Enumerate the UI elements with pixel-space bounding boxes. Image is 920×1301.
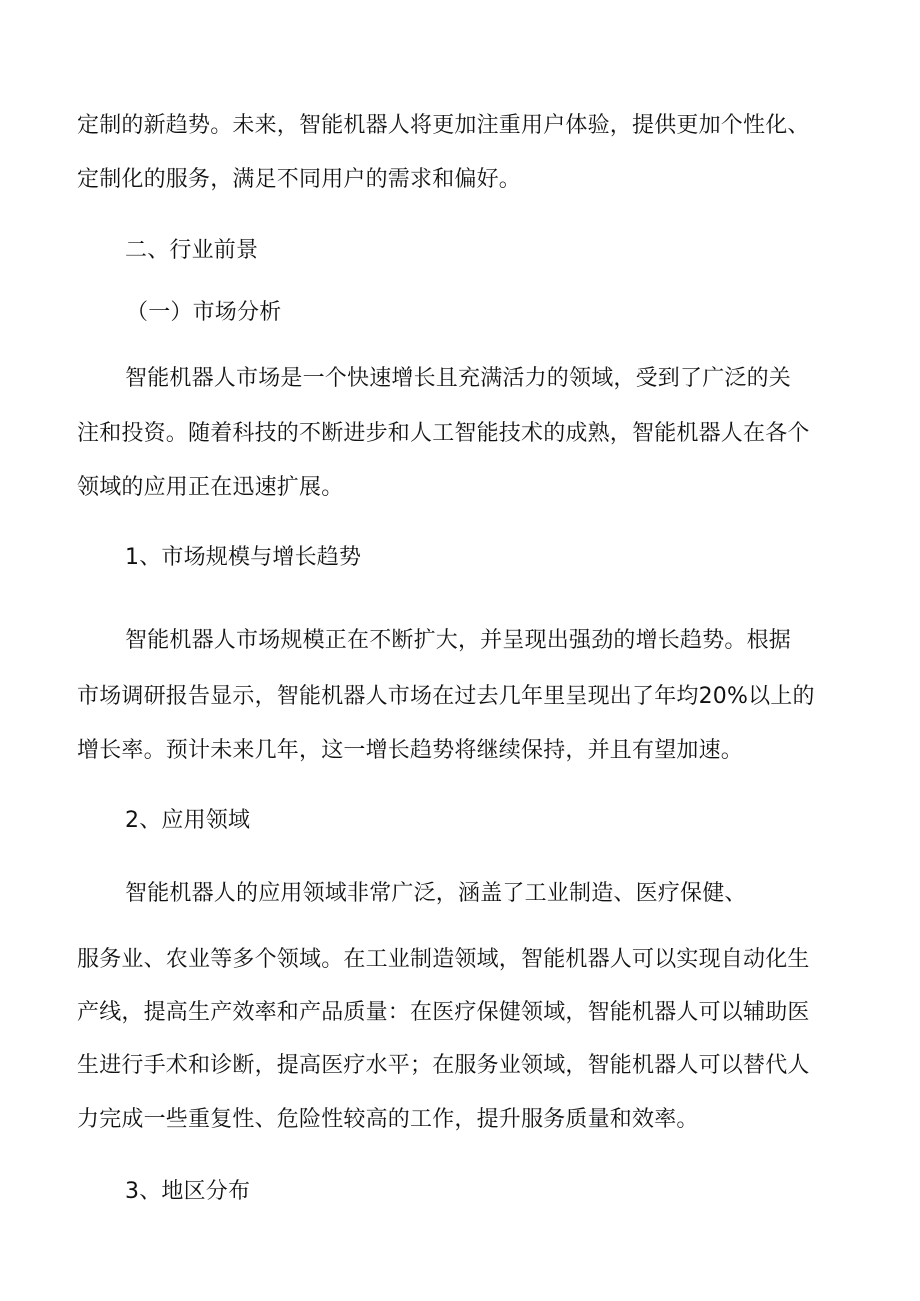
item3-heading: 3、地区分布 (125, 1179, 251, 1204)
intro-paragraph-line-1: 定制的新趋势。未来，智能机器人将更加注重用户体验，提供更加个性化、 (77, 113, 810, 138)
item2-paragraph-line-1: 智能机器人的应用领域非常广泛，涵盖了工业制造、医疗保健、 (125, 881, 747, 906)
item1-paragraph-line-1: 智能机器人市场规模正在不断扩大，并呈现出强劲的增长趋势。根据 (125, 628, 792, 653)
item2-heading: 2、应用领域 (125, 808, 251, 833)
item1-paragraph-line-3: 增长率。预计未来几年，这一增长趋势将继续保持，并且有望加速。 (77, 738, 744, 763)
section-heading: 二、行业前景 (125, 238, 259, 263)
market-paragraph-line-2: 注和投资。随着科技的不断进步和人工智能技术的成熟，智能机器人在各个 (77, 421, 810, 446)
item2-paragraph-line-4: 生进行手术和诊断，提高医疗水平；在服务业领域，智能机器人可以替代人 (77, 1053, 810, 1078)
item1-paragraph-line-2: 市场调研报告显示，智能机器人市场在过去几年里呈现出了年均20%以上的 (77, 684, 815, 709)
subsection-heading: （一）市场分析 (126, 300, 282, 325)
item1-heading: 1、市场规模与增长趋势 (125, 545, 362, 570)
item2-paragraph-line-3: 产线，提高生产效率和产品质量：在医疗保健领域，智能机器人可以辅助医 (77, 1000, 810, 1025)
item2-paragraph-line-2: 服务业、农业等多个领域。在工业制造领域，智能机器人可以实现自动化生 (77, 947, 810, 972)
intro-paragraph-line-2: 定制化的服务，满足不同用户的需求和偏好。 (77, 167, 522, 192)
market-paragraph-line-3: 领域的应用正在迅速扩展。 (77, 475, 344, 500)
market-paragraph-line-1: 智能机器人市场是一个快速增长且充满活力的领域，受到了广泛的关 (125, 366, 792, 391)
item2-paragraph-line-5: 力完成一些重复性、危险性较高的工作，提升服务质量和效率。 (77, 1107, 699, 1132)
